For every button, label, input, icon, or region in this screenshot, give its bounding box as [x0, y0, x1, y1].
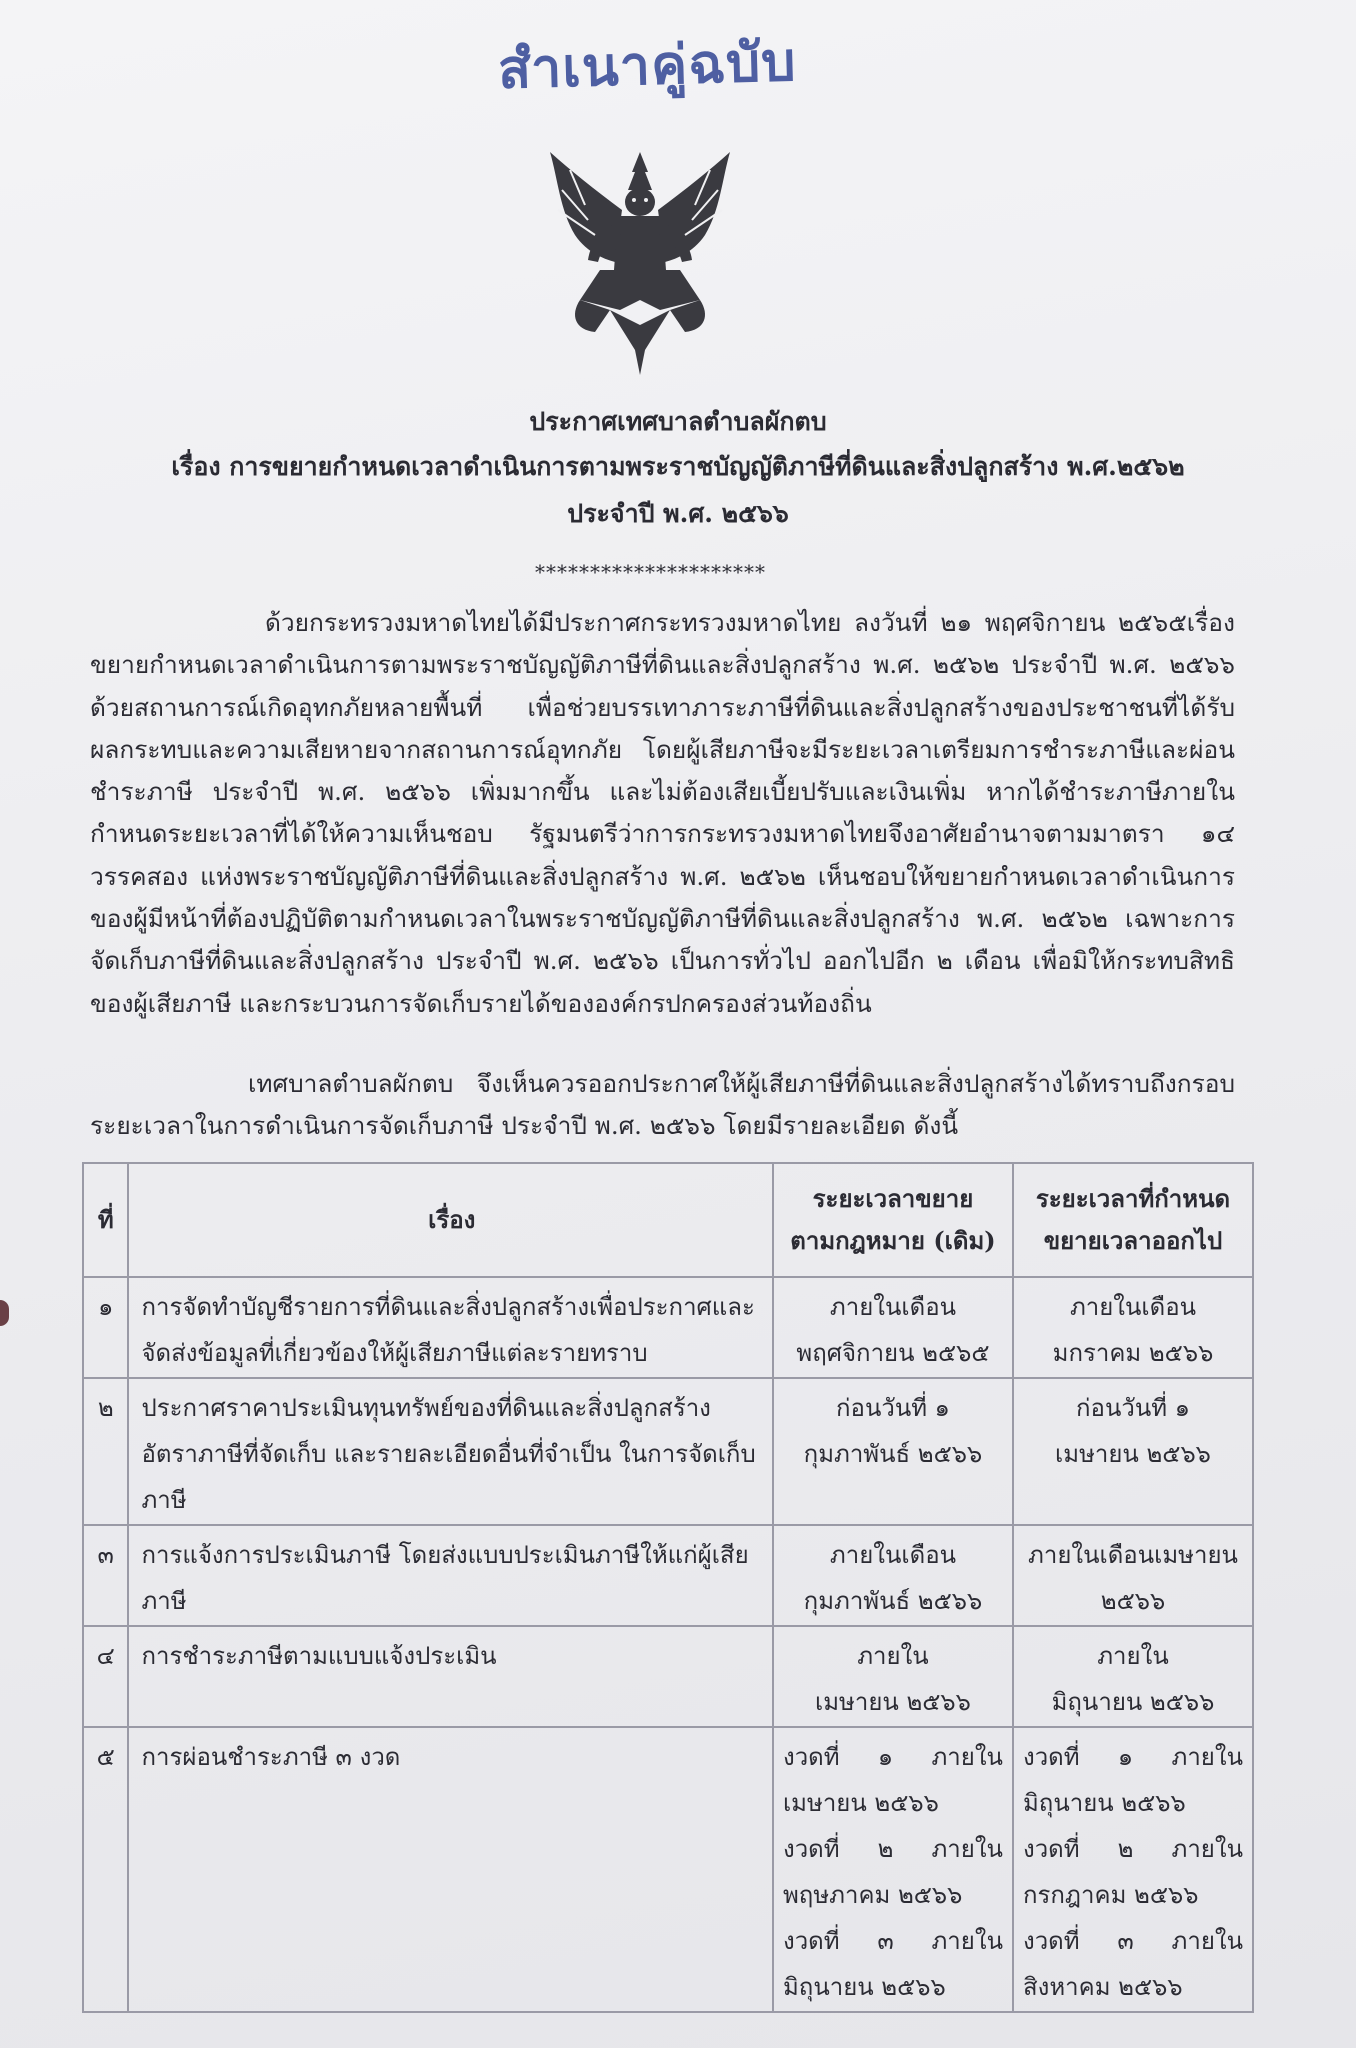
row-topic: การชำระภาษีตามแบบแจ้งประเมิน	[128, 1626, 772, 1727]
binder-hole	[0, 1300, 9, 1326]
garuda-emblem-icon	[540, 150, 740, 375]
row-new-period: ภายในเดือน มกราคม ๒๕๖๖	[1013, 1277, 1253, 1378]
row-new-installments	[1013, 1727, 1253, 2012]
row-number: ๕	[83, 1727, 128, 2012]
announcement-subject: เรื่อง การขยายกำหนดเวลาดำเนินการตามพระราชบัญญัติภาษีที่ดินและสิ่งปลูกสร้าง พ.ศ.๒๕๖๒	[171, 452, 1185, 481]
row-new-period: ภายในเดือนเมษายน ๒๕๖๖	[1013, 1525, 1253, 1626]
row-number: ๔	[83, 1626, 128, 1727]
header-new-period: ระยะเวลาที่กำหนด ขยายเวลาออกไป	[1013, 1163, 1253, 1277]
row-old-period: ภายในเดือน พฤศจิกายน ๒๕๖๕	[773, 1277, 1013, 1378]
row-old-period: ก่อนวันที่ ๑ กุมภาพันธ์ ๒๕๖๖	[773, 1378, 1013, 1525]
row-old-installments	[773, 1727, 1013, 2012]
table-row	[83, 1525, 1253, 1626]
table-header-row	[83, 1163, 1253, 1277]
header-no: ที่	[83, 1163, 128, 1277]
row-number: ๓	[83, 1525, 128, 1626]
row-topic: ประกาศราคาประเมินทุนทรัพย์ของที่ดินและสิ่งปลูกสร้าง อัตราภาษีที่จัดเก็บ และรายละเอียดอื่นที่จำเป็น ในการจัดเก็บภาษี	[128, 1378, 772, 1525]
row-old-period: ภายในเดือน กุมภาพันธ์ ๒๕๖๖	[773, 1525, 1013, 1626]
announcement-year: ประจำปี พ.ศ. ๒๕๖๖	[567, 499, 789, 528]
installment: งวดที่ ๒ ภายใน กรกฎาคม ๒๕๖๖	[1022, 1835, 1243, 1909]
installment: งวดที่ ๓ ภายใน สิงหาคม ๒๕๖๖	[1022, 1927, 1243, 2001]
row-old-period: ภายใน เมษายน ๒๕๖๖	[773, 1626, 1013, 1727]
row-topic: การผ่อนชำระภาษี ๓ งวด	[128, 1727, 772, 2012]
row-new-period: ก่อนวันที่ ๑ เมษายน ๒๕๖๖	[1013, 1378, 1253, 1525]
table-row	[83, 1378, 1253, 1525]
row-number: ๒	[83, 1378, 128, 1525]
installment: งวดที่ ๓ ภายใน มิถุนายน ๒๕๖๖	[782, 1927, 1003, 2001]
separator: *********************	[535, 560, 766, 584]
row-topic: การแจ้งการประเมินภาษี โดยส่งแบบประเมินภาษีให้แก่ผู้เสียภาษี	[128, 1525, 772, 1626]
header-old-period: ระยะเวลาขยาย ตามกฎหมาย (เดิม)	[773, 1163, 1013, 1277]
paragraph-2: เทศบาลตำบลผักตบ จึงเห็นควรออกประกาศให้ผู้เสียภาษีที่ดินและสิ่งปลูกสร้างได้ทราบถึงกรอบระยะเวลาในการดำเนินการจัดเก็บภาษี ประจำปี พ.ศ. ๒๕๖๖ โดยมีรายละเอียด ดังนี้	[90, 1069, 1235, 1141]
table-row	[83, 1626, 1253, 1727]
header-topic: เรื่อง	[128, 1163, 772, 1277]
installment: งวดที่ ๒ ภายใน พฤษภาคม ๒๕๖๖	[782, 1835, 1003, 1909]
row-topic: การจัดทำบัญชีรายการที่ดินและสิ่งปลูกสร้างเพื่อประกาศและจัดส่งข้อมูลที่เกี่ยวข้องให้ผู้เสียภาษีแต่ละรายทราบ	[128, 1277, 772, 1378]
paragraph-1: ด้วยกระทรวงมหาดไทยได้มีประกาศกระทรวงมหาดไทย ลงวันที่ ๒๑ พฤศจิกายน ๒๕๖๕เรื่อง ขยายกำหนดเวลาดำเนินการตามพระราชบัญญัติภาษีที่ดินและสิ่งปลูกสร้าง พ.ศ. ๒๕๖๒ ประจำปี พ.ศ. ๒๕๖๖ ด้วยสถานการณ์เกิดอุทกภัยหลายพื้นที่ เพื่อช่วยบรรเทาภาระภาษีที่ดินและสิ่งปลูกสร้างของประชาชนที่ได้รับผลกระทบและความเสียหายจากสถานการณ์อุทกภัย โดยผู้เสียภาษีจะมีระยะเวลาเตรียมการชำระภาษีและผ่อนชำระภาษี ประจำปี พ.ศ. ๒๕๖๖ เพิ่มมากขึ้น และไม่ต้องเสียเบี้ยปรับและเงินเพิ่ม หากได้ชำระภาษีภายในกำหนดระยะเวลาที่ได้ให้ความเห็นชอบ รัฐมนตรีว่าการกระทรวงมหาดไทยจึงอาศัยอำนาจตามมาตรา ๑๔ วรรคสอง แห่งพระราชบัญญัติภาษีที่ดินและสิ่งปลูกสร้าง พ.ศ. ๒๕๖๒ เห็นชอบให้ขยายกำหนดเวลาดำเนินการของผู้มีหน้าที่ต้องปฏิบัติตามกำหนดเวลาในพระราชบัญญัติภาษีที่ดินและสิ่งปลูกสร้าง พ.ศ. ๒๕๖๒ เฉพาะการจัดเก็บภาษีที่ดินและสิ่งปลูกสร้าง ประจำปี พ.ศ. ๒๕๖๖ เป็นการทั่วไป ออกไปอีก ๒ เดือน เพื่อมิให้กระทบสิทธิของผู้เสียภาษี และกระบวนการจัดเก็บรายได้ขององค์กรปกครองส่วนท้องถิ่น	[90, 608, 1235, 1018]
installment: งวดที่ ๑ ภายใน เมษายน ๒๕๖๖	[782, 1743, 1003, 1817]
copy-stamp: สำเนาคู่ฉบับ	[497, 30, 798, 101]
table-row	[83, 1277, 1253, 1378]
table-row	[83, 1727, 1253, 2012]
schedule-table	[82, 1162, 1254, 2013]
row-new-period: ภายใน มิถุนายน ๒๕๖๖	[1013, 1626, 1253, 1727]
announcement-title: ประกาศเทศบาลตำบลผักตบ	[529, 407, 827, 436]
installment: งวดที่ ๑ ภายใน มิถุนายน ๒๕๖๖	[1022, 1743, 1243, 1817]
row-number: ๑	[83, 1277, 128, 1378]
